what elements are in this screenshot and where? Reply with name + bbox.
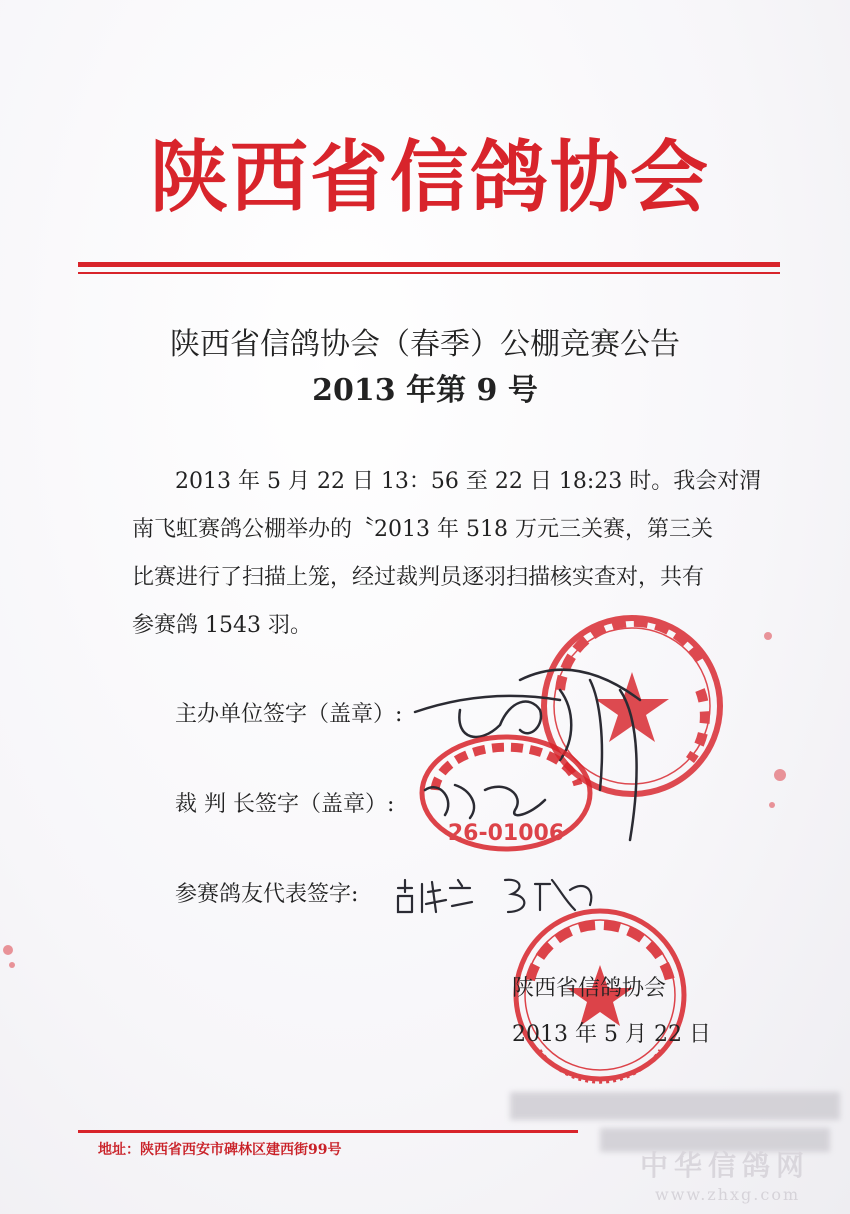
referee-seal: [422, 737, 590, 849]
representative-signatures: [398, 880, 591, 912]
body-line-3: 比赛进行了扫描上笼，经过裁判员逐羽扫描核实查对，共有: [132, 565, 705, 590]
footer-rule: [78, 1130, 578, 1133]
watermark-url: www.zhxg.com: [655, 1185, 801, 1204]
body-line-4: 参赛鸽 1543 羽。: [132, 613, 312, 638]
issue-date: 2013 年 5 月 22 日: [512, 1022, 711, 1047]
issuer-name: 陕西省信鸽协会: [512, 976, 667, 1001]
footer-address: 地址：陕西省西安市碑林区建西街99号: [98, 1142, 342, 1158]
organizer-signature-label: 主办单位签字（盖章）:: [175, 702, 403, 727]
representative-signature-label: 参赛鸽友代表签字:: [175, 882, 359, 907]
notice-number: 2013 年第 9 号: [312, 373, 538, 408]
letterhead-title: 陕西省信鸽协会: [149, 132, 710, 223]
body-line-1: 2013 年 5 月 22 日 13：56 至 22 日 18:23 时。我会对渭: [175, 469, 762, 494]
referee-signature-label: 裁 判 长签字（盖章）:: [175, 792, 395, 817]
ink-marks: [3, 632, 786, 968]
redacted-area: [510, 1092, 840, 1120]
watermark-site-name: 中华信鸽网: [640, 1149, 811, 1182]
referee-signature: [425, 785, 545, 818]
notice-title: 陕西省信鸽协会（春季）公棚竞赛公告: [170, 327, 680, 362]
referee-seal-number: 26-01006: [447, 821, 565, 846]
body-line-2: 南飞虹赛鸽公棚举办的〝2013 年 518 万元三关赛，第三关: [132, 517, 713, 542]
